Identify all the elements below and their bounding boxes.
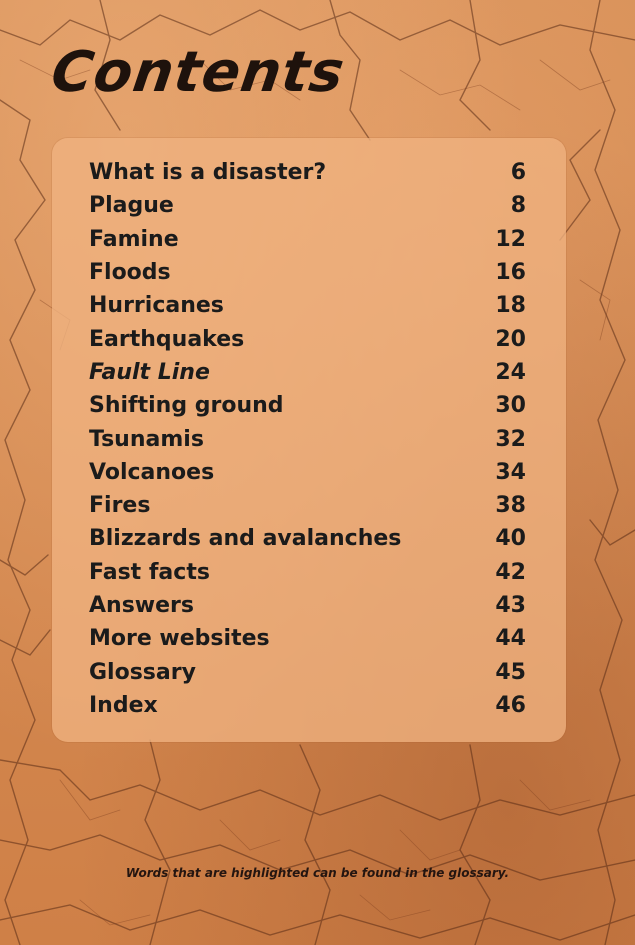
toc-entry-title: Plague <box>89 193 174 219</box>
toc-entry-page: 20 <box>495 326 526 352</box>
toc-entry-fires <box>89 489 526 522</box>
toc-entry-title: Famine <box>89 226 179 252</box>
toc-entry-page: 6 <box>510 160 526 186</box>
toc-entry-title: Fast facts <box>89 559 210 585</box>
toc-entry-title: Floods <box>89 260 171 286</box>
toc-entry-page: 18 <box>495 293 526 319</box>
toc-entry-floods <box>89 256 526 289</box>
toc-entry-page: 24 <box>495 359 526 385</box>
toc-entry-shifting-ground <box>89 389 526 422</box>
toc-entry-page: 38 <box>495 493 526 519</box>
toc-entry-page: 46 <box>495 692 526 718</box>
glossary-footnote: Words that are highlighted can be found in the glossary. <box>125 866 510 880</box>
toc-entry-page: 16 <box>495 260 526 286</box>
toc-entry-page: 42 <box>495 559 526 585</box>
toc-entry-page: 43 <box>495 593 526 618</box>
toc-entry-page: 30 <box>495 393 526 419</box>
toc-entry-title: Hurricanes <box>89 293 224 319</box>
toc-entry-blizzards-and-avalanches <box>89 522 526 555</box>
page-title: Contents <box>47 40 349 105</box>
toc-entry-famine <box>89 223 526 256</box>
toc-entry-title: Earthquakes <box>89 326 245 352</box>
toc-entry-title: Index <box>89 692 158 718</box>
toc-entry-earthquakes <box>89 322 526 355</box>
toc-entry-page: 32 <box>495 426 526 452</box>
toc-entry-answers <box>89 589 526 622</box>
table-of-contents <box>89 156 526 722</box>
toc-entry-title: Volcanoes <box>89 459 215 485</box>
toc-entry-what-is-a-disaster <box>89 156 526 189</box>
toc-entry-title: Shifting ground <box>89 393 284 419</box>
toc-entry-title: Glossary <box>89 659 196 685</box>
contents-panel <box>52 138 566 742</box>
toc-entry-page: 8 <box>510 193 526 219</box>
toc-entry-fast-facts <box>89 556 526 589</box>
toc-entry-glossary <box>89 655 526 688</box>
toc-entry-page: 34 <box>495 459 526 485</box>
toc-entry-title: Answers <box>89 593 194 618</box>
toc-entry-title: More websites <box>89 626 270 652</box>
toc-entry-volcanoes <box>89 456 526 489</box>
toc-entry-title: Fault Line <box>89 359 210 385</box>
toc-entry-fault-line <box>89 356 526 389</box>
toc-entry-hurricanes <box>89 289 526 322</box>
toc-entry-page: 12 <box>495 226 526 252</box>
toc-entry-page: 45 <box>495 659 526 685</box>
toc-entry-more-websites <box>89 622 526 655</box>
toc-entry-index <box>89 689 526 722</box>
toc-entry-page: 44 <box>495 626 526 652</box>
toc-entry-plague <box>89 189 526 222</box>
toc-entry-page: 40 <box>495 526 526 552</box>
toc-entry-tsunamis <box>89 422 526 455</box>
toc-entry-title: Fires <box>89 493 151 519</box>
toc-entry-title: Tsunamis <box>89 426 204 452</box>
toc-entry-title: Blizzards and avalanches <box>89 526 402 552</box>
toc-entry-title: What is a disaster? <box>89 160 327 186</box>
